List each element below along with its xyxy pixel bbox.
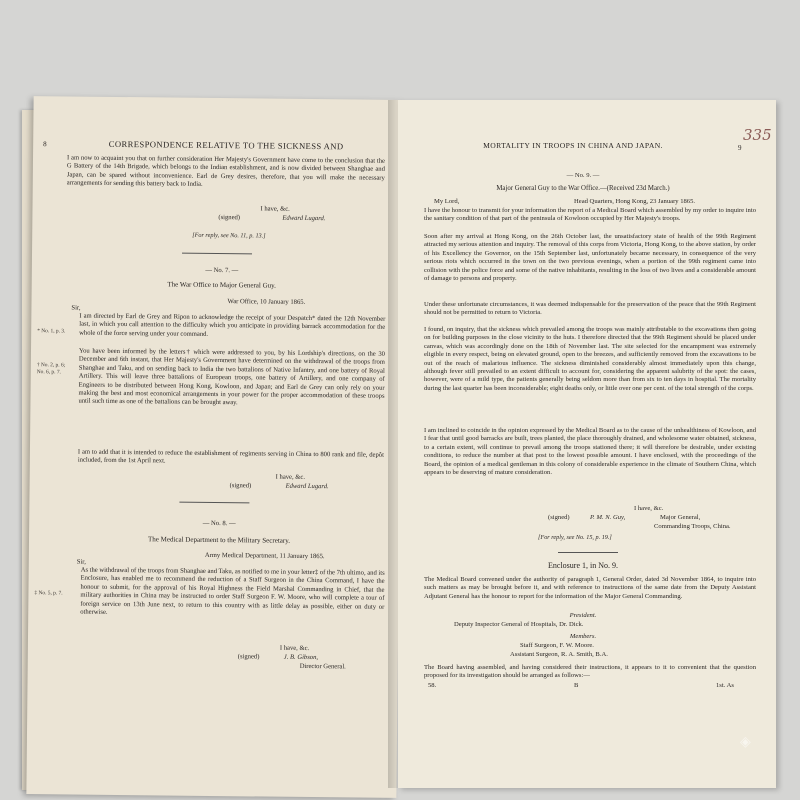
footer-signature-mark: B bbox=[574, 682, 579, 689]
no-8-date: Army Medical Department, 11 January 1865. bbox=[204, 551, 325, 561]
no-9-paragraph-5: I am inclined to coincide in the opinion expressed by the Medical Board as to the cause of the unhealthiness of Kowloon, and I fear that until good barracks are built, trees planted, the place thoroughly drained, and wholesome water obtained, sickness, to a certain extent, will continue to prevail among the troops stationed there; it will therefore be desirable, under existing conditions, to reduce the number at that post to the lowest possible amount. I have enclosed, with the proceedings of the Board, the opinion of a medical gentleman in this colony of considerable experience in the climate of Southern China, which appears to be deserving of mature consideration. bbox=[424, 427, 756, 477]
member-1: Staff Surgeon, F. W. Moore. bbox=[520, 642, 594, 649]
no-9-paragraph-2: Soon after my arrival at Hong Kong, on the 26th October last, the unsatisfactory state of health of the 99th Regiment attracted my serious attention and inquiry. The removal of this corps from Victoria, Hong Kong, to the above station, by order of his Excellency the Governor, on the 15th September last, unfortunately became necessary, in consequence of the very serious riots which occurred in the town on the two previous evenings, when a portion of the 99th regiment came into collision with the police force and some of the native inhabitants, resulting in the loss of two lives and a considerable amount of damage to persons and property. bbox=[424, 233, 756, 283]
president-name: Deputy Inspector General of Hospitals, Dr. Dick. bbox=[454, 621, 584, 628]
sig-3-title: Director General. bbox=[299, 662, 346, 671]
no-7-paragraph-3: I am to add that it is intended to reduce the establishment of regiments serving in China to 800 rank and file, depôt included, from the 1st April next. bbox=[77, 448, 384, 465]
left-running-head: CORRESPONDENCE RELATIVE TO THE SICKNESS AND bbox=[108, 138, 344, 152]
member-2: Assistant Surgeon, R. A. Smith, B.A. bbox=[510, 651, 608, 658]
sig-3-signed: (signed) bbox=[237, 653, 260, 661]
no-7-salutation: Sir, bbox=[71, 304, 81, 312]
left-page-number: 8 bbox=[43, 140, 47, 149]
divider bbox=[179, 502, 249, 504]
margin-note-3: ‡ No. 5, p. 7. bbox=[34, 590, 63, 597]
sig-2-ihave: I have, &c. bbox=[275, 473, 306, 481]
right-running-head: MORTALITY IN TROOPS IN CHINA AND JAPAN. bbox=[483, 141, 663, 150]
margin-note-2: † No. 2, p. 6; No. 6, p. 7. bbox=[36, 362, 66, 376]
sig-2-name: Edward Lugard. bbox=[285, 482, 329, 491]
sig-3-ihave: I have, &c. bbox=[279, 644, 310, 652]
divider bbox=[558, 552, 618, 553]
no-7-heading: — No. 7. — bbox=[205, 266, 239, 275]
watermark-logo: ◈ bbox=[740, 734, 751, 750]
divider bbox=[182, 253, 252, 255]
sig-ihave: I have, &c. bbox=[634, 505, 664, 512]
sig-1-name: Edward Lugard. bbox=[282, 214, 326, 223]
no-8-paragraph-1: As the withdrawal of the troops from Shanghae and Taku, as notified to me in your letter‡ of the 7th ultimo, and its Enclosure, has enabled me to recommend the reduction of a Staff Surgeon in the China Command, I have the honour to submit, for the approval of his Royal Highness the Field Marshal Commanding in Chief, that the military authorities in China may be instructed to order Staff Surgeon F. W. Moore, who will complete a tour of foreign service on 13th June next, to return to this country with as little delay as possible, either on duty or otherwise. bbox=[80, 566, 385, 616]
footer-sheet-number: 58. bbox=[428, 682, 437, 689]
no-9-place-date: Head Quarters, Hong Kong, 23 January 1865. bbox=[574, 198, 696, 205]
sig-name: P. M. N. Guy, bbox=[590, 514, 626, 521]
reply-ref-1: [For reply, see No. 11, p. 13.] bbox=[192, 231, 266, 240]
no-9-paragraph-3: Under these unfortunate circumstances, it was deemed indispensable for the preservation of the peace that the 99th Regiment should not be permitted to return to Victoria. bbox=[424, 301, 756, 317]
no-8-salutation: Sir, bbox=[76, 558, 86, 566]
sig-command: Commanding Troops, China. bbox=[654, 523, 731, 530]
board-paragraph: The Board having assembled, and having considered their instructions, it appears to it to convenient that the question proposed for its investigation should be arranged as follows:— bbox=[424, 664, 756, 680]
no-7-date: War Office, 10 January 1865. bbox=[227, 298, 306, 306]
reply-ref: [For reply, see No. 15, p. 19.] bbox=[538, 534, 612, 541]
enclosure-title: Enclosure 1, in No. 9. bbox=[548, 561, 618, 570]
sig-1-ihave: I have, &c. bbox=[260, 205, 290, 213]
no-8-title: The Medical Department to the Military Secretary. bbox=[147, 535, 291, 545]
left-header bbox=[43, 138, 393, 152]
no-9-heading: — No. 9. — bbox=[566, 172, 600, 179]
sig-rank: Major General, bbox=[660, 514, 701, 521]
sig-2-signed: (signed) bbox=[229, 482, 252, 490]
no-7-paragraph-2: You have been informed by the letters† which were addressed to you, by his Lordship's directions, on the 30 December and 6th instant, that Her Majesty's Government have determined on the withdrawal of the troops from Shanghae and Taku, and on sending back to India the two battalions of Native Infantry, and one battery of Royal Artillery. This will leave three battalions of European troops, one battery of Artillery, and one company of Engineers to be distributed between Hong Kong, Kowloon, and Japan; and Earl de Grey can only rely on your making the best and most economical arrangements in your power for the proper accommodation of these troops until such time as one of the battalions can be brought away. bbox=[78, 347, 386, 407]
no-7-title: The War Office to Major General Guy. bbox=[167, 280, 277, 290]
footer-catchword: 1st. As bbox=[716, 682, 734, 689]
no-9-salutation: My Lord, bbox=[434, 198, 460, 205]
members-label: Members. bbox=[569, 633, 597, 640]
right-page-number: 9 bbox=[738, 144, 742, 152]
letter-6-closing-paragraph: I am now to acquaint you that on further consideration Her Majesty's Government have come to the conclusion that the G Battery of the 14th Brigade, which belongs to the Indian establishment, and is now divided between Shanghae and Japan, can be spared without inconvenience. Earl de Grey desires, therefore, that you will make the necessary arrangements for sending this battery back to India. bbox=[66, 154, 386, 189]
enclosure-paragraph: The Medical Board convened under the authority of paragraph 1, General Order, dated 3d November 1864, to inquire into such matters as may be brought before it, and with reference to instructions of the same date from the Deputy Assistant Adjutant General has the honour to report for the information of the Major General Commanding. bbox=[424, 576, 756, 600]
no-9-title: Major General Guy to the War Office.—(Received 23d March.) bbox=[496, 185, 670, 192]
sig-3-name: J. B. Gibson, bbox=[283, 653, 319, 662]
no-7-paragraph-1: I am directed by Earl de Grey and Ripon to acknowledge the receipt of your Despatch* dated the 12th November last, in which you call attention to the difficulty which you anticipate in providing barrack accommodation for the whole of the force serving under your command. bbox=[79, 312, 386, 338]
margin-note-1: * No. 1, p. 3. bbox=[37, 328, 66, 335]
president-label: President. bbox=[569, 612, 597, 619]
right-page bbox=[398, 100, 776, 788]
handwritten-folio-number: 335 bbox=[743, 126, 772, 144]
no-8-heading: — No. 8. — bbox=[202, 519, 236, 528]
left-page bbox=[26, 96, 403, 798]
no-9-paragraph-1: I have the honour to transmit for your information the report of a Medical Board which assembled by my order to inquire into the sanitary condition of that part of the peninsula of Kowloon occupied by Her Majesty's troops. bbox=[424, 207, 756, 223]
no-9-paragraph-4: I found, on inquiry, that the sickness which prevailed among the troops was mainly attributable to the excavations then going on for building purposes in the close vicinity to the huts. I therefore directed that the 99th Regiment should be placed under canvas, which was accordingly done on the 18th of November last. The site selected for the encampment was extremely eligible in every respect, being on elevated ground, open to the breezes, and sufficiently removed from the excavations to be out of the reach of malarious influence. The sickness diminished considerably almost immediately upon this change, although fever still prevailed to an extent difficult to account for, considering the apparent salubrity of the spot: the cases, however, were of a mild type, the patients generally being seldom more than from six to ten days in hospital. The mortality during the last quarter has been inconsiderable; eight deaths only, or little over one per cent. of the total strength of the corps. bbox=[424, 326, 756, 392]
sig-1-signed: (signed) bbox=[218, 214, 241, 222]
sig-signed: (signed) bbox=[548, 514, 570, 521]
